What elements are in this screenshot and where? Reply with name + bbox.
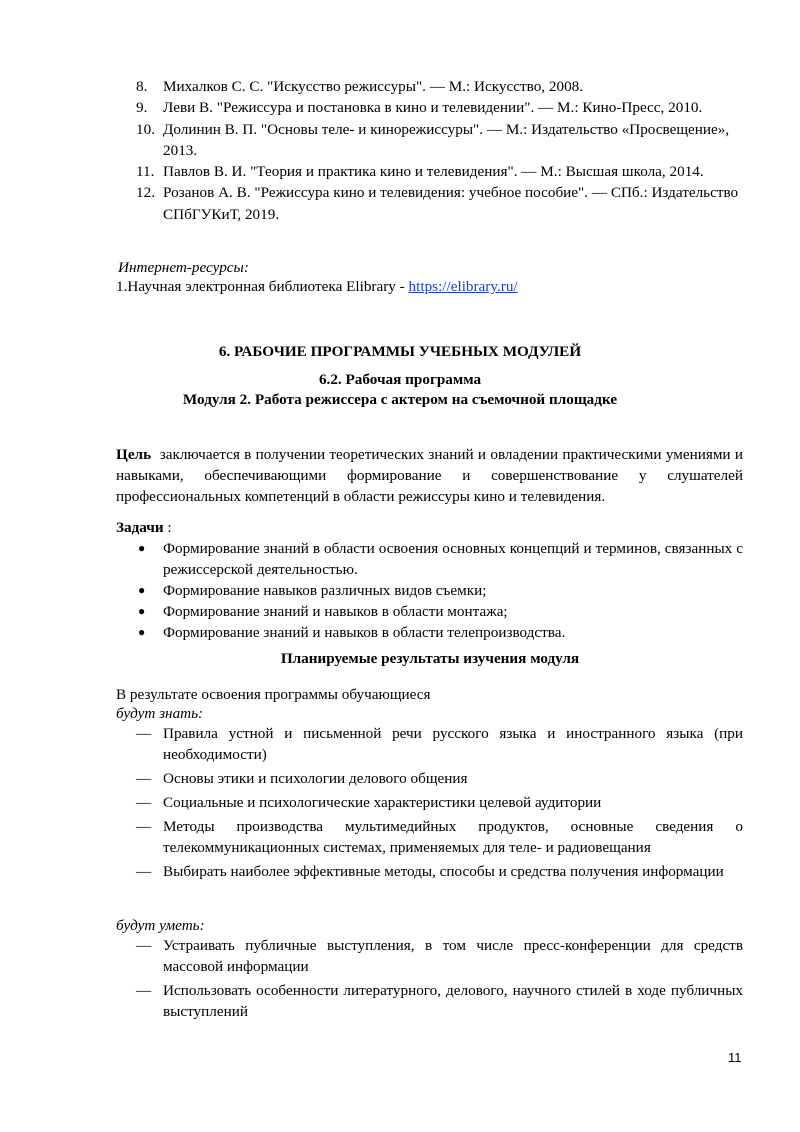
know-item (136, 768, 743, 789)
page-number: 11 (728, 1050, 742, 1065)
task-item (136, 580, 743, 601)
task-text: Формирование знаний в области освоения основных концепций и терминов, связанных с режиссерской деятельностью. (163, 540, 743, 578)
task-text: Формирование навыков различных видов съемки; (163, 582, 487, 599)
elibrary-link[interactable]: https://elibrary.ru/ (408, 278, 518, 295)
bullet-icon: ● (138, 625, 146, 639)
task-item (136, 601, 743, 622)
reference-number: 8. (136, 78, 148, 95)
dash-icon: — (136, 863, 152, 880)
know-item (136, 816, 743, 858)
reference-list (136, 76, 746, 225)
know-text: Методы производства мультимедийных продуктов, основные сведения о телекоммуникационных системах, применяемых для теле- и радиовещания (163, 818, 743, 856)
reference-item (136, 97, 746, 118)
can-text: Устраивать публичные выступления, в том числе пресс-конференции для средств массовой информации (163, 937, 743, 975)
can-item (136, 935, 743, 977)
internet-resources-label: Интернет-ресурсы: (118, 259, 249, 276)
dash-icon: — (136, 937, 152, 954)
bullet-icon: ● (138, 583, 146, 597)
know-text: Выбирать наиболее эффективные методы, способы и средства получения информации (163, 863, 724, 880)
tasks-list (136, 538, 743, 643)
know-item (136, 792, 743, 813)
task-item (136, 538, 743, 580)
tasks-label-suffix: : (163, 519, 172, 536)
dash-icon: — (136, 770, 152, 787)
can-text: Использовать особенности литературного, делового, научного стилей в ходе публичных выступлений (163, 982, 743, 1020)
internet-resource-text: 1.Научная электронная библиотека Elibrary - (116, 278, 409, 295)
reference-number: 9. (136, 99, 148, 117)
can-list (136, 935, 743, 1025)
section-title: 6. РАБОЧИЕ ПРОГРАММЫ УЧЕБНЫХ МОДУЛЕЙ (218, 343, 582, 360)
results-title: Планируемые результаты изучения модуля (280, 650, 580, 667)
tasks-heading (116, 517, 172, 538)
internet-resource-item (116, 276, 518, 297)
know-item (136, 723, 743, 765)
reference-item (136, 182, 746, 225)
task-text: Формирование знаний и навыков в области телепроизводства. (163, 624, 566, 641)
reference-text: Розанов А. В. "Режиссура кино и телевидения: учебное пособие". — СПб.: Издательство СПбГУКиТ, 2019. (163, 184, 739, 223)
reference-text: Леви В. "Режиссура и постановка в кино и телевидении". — М.: Кино-Пресс, 2010. (163, 99, 703, 117)
know-text: Правила устной и письменной речи русского языка и иностранного языка (при необходимости) (163, 725, 743, 763)
know-list (136, 723, 743, 885)
goal-text: заключается в получении теоретических знаний и овладении практическими умениями и навыками, обеспечивающими формирование и совершенствование у слушателей профессиональных компетенций в области режиссуры кино и телевидения. (116, 446, 743, 505)
bullet-icon: ● (138, 541, 146, 555)
bullet-icon: ● (138, 604, 146, 618)
reference-text: Павлов В. И. "Теория и практика кино и телевидения". — М.: Высшая школа, 2014. (163, 163, 704, 181)
know-item (136, 861, 743, 882)
goal-paragraph (116, 444, 743, 507)
dash-icon: — (136, 794, 152, 811)
can-label: будут уметь: (116, 917, 205, 934)
dash-icon: — (136, 818, 152, 835)
dash-icon: — (136, 725, 152, 742)
tasks-label: Задачи (116, 519, 164, 536)
reference-number: 11. (136, 163, 155, 181)
know-label: будут знать: (116, 705, 204, 722)
reference-text: Михалков С. С. "Искусство режиссуры". — М.: Искусство, 2008. (163, 78, 584, 95)
task-item (136, 622, 743, 643)
reference-item (136, 76, 746, 97)
reference-text: Долинин В. П. "Основы теле- и кинорежиссуры". — М.: Издательство «Просвещение», 2013. (163, 120, 730, 159)
reference-item (136, 161, 746, 182)
reference-item (136, 119, 746, 162)
dash-icon: — (136, 982, 152, 999)
module-title: Модуля 2. Работа режиссера с актером на съемочной площадке (182, 391, 618, 408)
goal-label: Цель (116, 446, 152, 463)
task-text: Формирование знаний и навыков в области монтажа; (163, 603, 508, 620)
results-intro: В результате освоения программы обучающиеся (116, 686, 431, 703)
know-text: Основы этики и психологии делового общения (163, 770, 468, 787)
reference-number: 12. (136, 184, 155, 202)
can-item (136, 980, 743, 1022)
know-text: Социальные и психологические характеристики целевой аудитории (163, 794, 602, 811)
reference-number: 10. (136, 120, 155, 138)
program-subtitle: 6.2. Рабочая программа (318, 371, 482, 388)
